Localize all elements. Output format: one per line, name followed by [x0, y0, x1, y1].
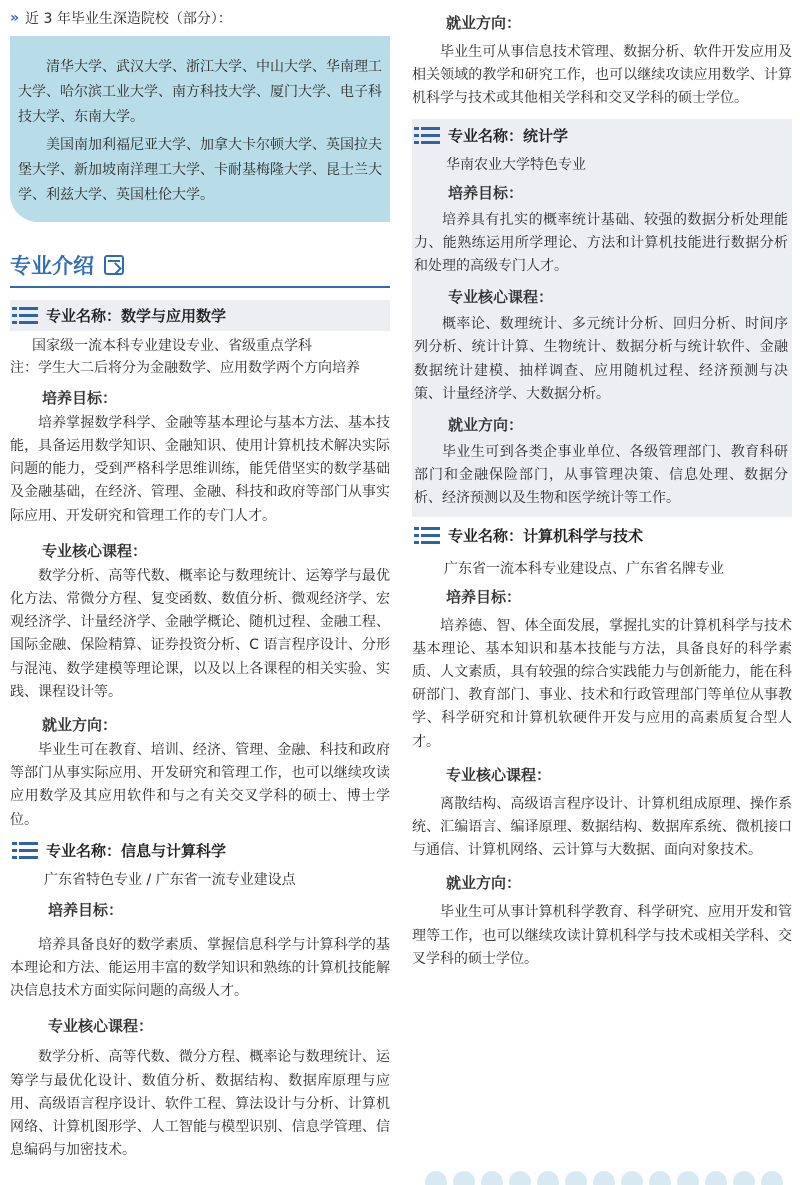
math-note-2: 注：学生大二后将分为金融数学、应用数学两个方向培养: [10, 359, 360, 376]
schools-heading: » 近 3 年毕业生深造院校（部分）：: [10, 10, 232, 27]
math-goal: 培养掌握数学科学、金融等基本理论与基本方法、基本技能，具备运用数学知识、金融知识、使用计算机技术解决实际问题的能力，受到严格科学思维训练，能凭借坚实的数学基础及金融基础，在经济、管理、金融、科技和政府等部门从事实际应用、开发研究和管理工作的专门人才。: [10, 414, 390, 524]
info-job-label: 就业方向：: [446, 14, 522, 32]
cs-course-label: 专业核心课程：: [446, 765, 552, 784]
list-icon: [414, 127, 440, 144]
info-course-label: 专业核心课程：: [48, 1017, 154, 1036]
stat-goal: 培养具有扎实的概率统计基础、较强的数据分析处理能力、能熟练运用所学理论、方法和计算机技能进行数据分析和处理的高级专门人才。: [414, 211, 788, 275]
math-course: 数学分析、高等代数、概率论与数理统计、运筹学与最优化方法、常微分方程、复变函数、数值分析、微观经济学、宏观经济学、计量经济学、金融学概论、随机过程、金融工程、国际金融、保险精算、证券投资分析、C 语言程序设计、分形与混沌、数学建模等理论课，以及以上各课程的相关实验、实践、课程设计等。: [10, 567, 390, 700]
section-title: 专业介绍: [10, 250, 390, 280]
stat-course: 概率论、数理统计、多元统计分析、回归分析、时间序列分析、统计计算、生物统计、数据分析与统计软件、金融数据统计建模、抽样调查、应用随机过程、经济预测与决策、计量经济学、大数据分析。: [414, 316, 788, 402]
list-icon: [12, 842, 38, 859]
cs-job: 毕业生可从事计算机科学教育、科学研究、应用开发和管理等工作，也可以继续攻读计算机科学与技术或相关学科、交叉学科的硕士学位。: [412, 904, 792, 967]
math-course-label: 专业核心课程：: [42, 541, 148, 560]
cs-goal: 培养德、智、体全面发展，掌握扎实的计算机科学与技术基本理论、基本知识和基本技能与方法，具备良好的科学素质、人文素质，具有较强的综合实践能力与创新能力，能在科研部门、教育部门、事业、技术和行政管理部门等单位从事教学、科学研究和计算机软硬件开发与应用的高素质复合型人才。: [412, 617, 792, 750]
stat-goal-label: 培养目标：: [448, 183, 524, 202]
stat-note: 华南农业大学特色专业: [446, 156, 586, 173]
schools-box: [10, 36, 390, 222]
stat-job: 毕业生可到各类企事业单位、各级管理部门、教育科研部门和金融保险部门，从事管理决策、信息处理、数据分析、经济预测以及生物和医学统计等工作。: [414, 444, 788, 507]
left-column: [10, 0, 390, 1162]
cs-goal-label: 培养目标：: [446, 587, 522, 606]
info-job: 毕业生可从事信息技术管理、数据分析、软件开发应用及相关领域的教学和研究工作，也可以继续攻读应用数学、计算机科学与技术或其他相关学科和交叉学科的硕士学位。: [412, 44, 792, 107]
major-title-math: 专业名称：数学与应用数学: [10, 300, 390, 331]
double-chevron-icon: »: [10, 10, 20, 26]
window-icon: [104, 255, 124, 275]
info-course: 数学分析、高等代数、微分方程、概率论与数理统计、运筹学与最优化设计、数值分析、数据结构、数据库原理与应用、高级语言程序设计、软件工程、算法设计与分析、计算机网络、计算机图形学、人工智能与模型识别、信息学管理、信息编码与加密技术。: [10, 1049, 390, 1159]
cs-job-label: 就业方向：: [446, 874, 522, 893]
schools-foreign: 美国南加利福尼亚大学、加拿大卡尔顿大学、英国拉夫堡大学、新加坡南洋理工大学、卡耐基梅隆大学、昆士兰大学、利兹大学、英国杜伦大学。: [18, 137, 382, 203]
list-icon: [12, 307, 38, 324]
stat-course-label: 专业核心课程：: [448, 288, 554, 307]
right-column: [412, 0, 792, 971]
major-title-cs: 专业名称：计算机科学与技术: [412, 519, 792, 550]
decorative-dots: [425, 1171, 795, 1185]
cs-course: 离散结构、高级语言程序设计、计算机组成原理、操作系统、汇编语言、编译原理、数据结构、数据库系统、微机接口与通信、计算机网络、云计算与大数据、面向对象技术。: [412, 795, 792, 859]
math-job: 毕业生可在教育、培训、经济、管理、金融、科技和政府等部门从事实际应用、开发研究和管理工作，也可以继续攻读应用数学及其应用软件和与之有关交叉学科的硕士、博士学位。: [10, 742, 390, 828]
major-title-info: 专业名称：信息与计算科学: [10, 836, 390, 865]
schools-domestic: 清华大学、武汉大学、浙江大学、中山大学、华南理工大学、哈尔滨工业大学、南方科技大学、厦门大学、电子科技大学、东南大学。: [18, 59, 382, 125]
math-job-label: 就业方向：: [42, 716, 118, 735]
stat-job-label: 就业方向：: [448, 416, 524, 435]
cs-note: 广东省一流本科专业建设点、广东省名牌专业: [444, 560, 724, 577]
list-icon: [414, 527, 440, 544]
info-goal: 培养具备良好的数学素质、掌握信息科学与计算科学的基本理论和方法、能运用丰富的数学知识和熟练的计算机技能解决信息技术方面实际问题的高级人才。: [10, 936, 390, 1000]
math-note-1: 国家级一流本科专业建设专业、省级重点学科: [32, 337, 312, 354]
stat-block: [412, 119, 792, 517]
info-note: 广东省特色专业 / 广东省一流专业建设点: [44, 871, 296, 888]
math-goal-label: 培养目标：: [42, 388, 118, 407]
info-goal-label: 培养目标：: [48, 900, 124, 919]
major-title-stat: 专业名称：统计学: [414, 123, 788, 148]
